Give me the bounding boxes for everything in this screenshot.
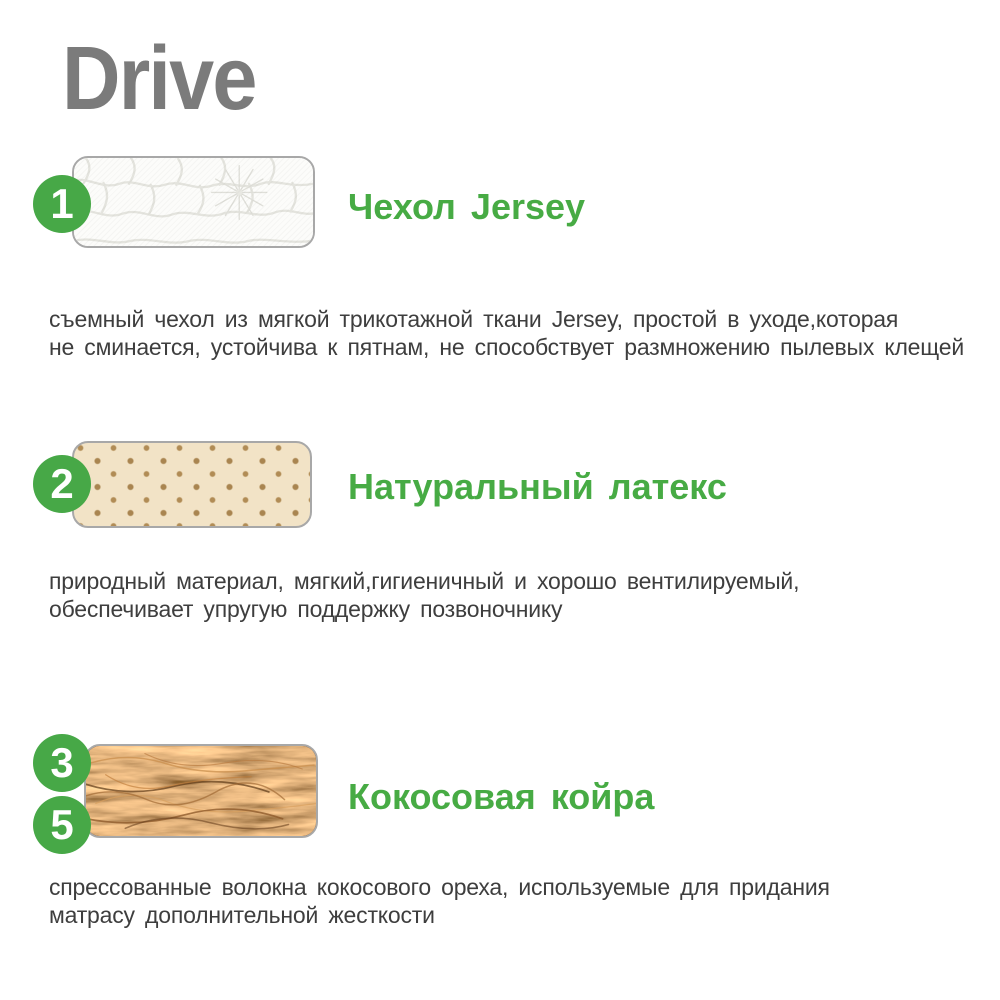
description-jersey-cover <box>49 305 969 361</box>
description-line: обеспечивает упругую поддержку позвоночнику <box>49 596 563 622</box>
quilted-fabric-texture <box>74 158 313 246</box>
page-title: Drive <box>62 29 256 129</box>
description-coconut-coir <box>49 873 969 929</box>
description-natural-latex <box>49 567 969 623</box>
step-badge-1: 1 <box>33 175 91 233</box>
heading-jersey-cover: Чехол Jersey <box>348 186 586 227</box>
jersey-layer-image <box>72 156 315 248</box>
description-line: съемный чехол из мягкой трикотажной ткани Jersey, простой в уходе,которая <box>49 306 899 332</box>
heading-natural-latex: Натуральный латекс <box>348 466 727 507</box>
description-line: спрессованные волокна кокосового ореха, используемые для придания <box>49 874 830 900</box>
step-badge-2: 2 <box>33 455 91 513</box>
description-line: не сминается, устойчива к пятнам, не способствует размножению пылевых клещей <box>49 334 964 360</box>
step-badge-5: 5 <box>33 796 91 854</box>
coir-layer-image <box>84 744 318 838</box>
step-badge-3: 3 <box>33 734 91 792</box>
coconut-fiber-texture <box>86 746 316 836</box>
latex-layer-image <box>72 441 312 528</box>
description-line: природный материал, мягкий,гигиеничный и хорошо вентилируемый, <box>49 568 800 594</box>
heading-coconut-coir: Кокосовая койра <box>348 776 655 817</box>
description-line: матрасу дополнительной жесткости <box>49 902 435 928</box>
